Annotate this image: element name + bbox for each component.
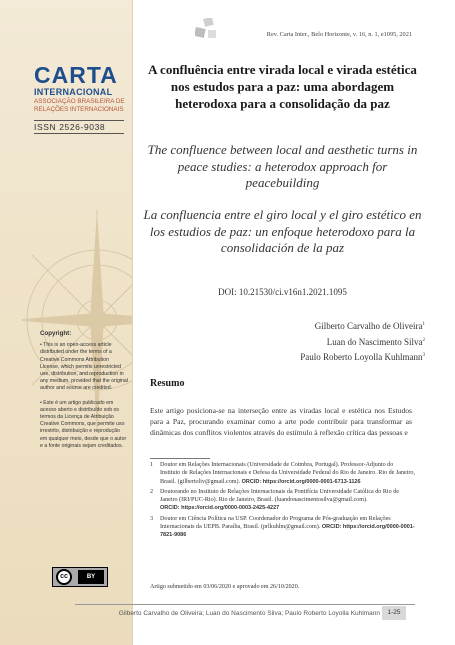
footnote-text: Doutorando no Instituto de Relações Internacionais da Pontifícia Universidade Católica do Rio de Janeiro (IRI/PUC-Rio). Rio de Janeiro, Brasil. (luandonascimentosilva@gmail.com).	[160, 488, 399, 504]
sidebar-panel	[0, 0, 133, 645]
cc-icon: cc	[56, 569, 72, 585]
copyright-title: Copyright:	[40, 330, 72, 337]
journal-logo-association: ASSOCIAÇÃO BRASILEIRA DE RELAÇÕES INTERNACIONAIS	[34, 98, 125, 113]
title-english: The confluence between local and aesthetic turns in peace studies: a heterodox approach for peacebuilding	[147, 142, 418, 190]
abstract-text: Este artigo posiciona-se na interseção entre as viradas local e estética nos Estudos para a Paz, procurando examinar como a arte pode contribuir para transformar as dinâmicas dos conflitos violentos através do estímulo à reflexão crítica das pessoas e	[150, 406, 412, 437]
author-line	[140, 318, 425, 334]
footnote-item	[150, 461, 415, 486]
journal-logo-subtitle: INTERNACIONAL	[34, 87, 113, 97]
title-spanish: La confluencia entre el giro local y el giro estético en los estudios de paz: un enfoque heterodoxo para la consolidación de la paz	[143, 207, 422, 255]
author-footnote-marker: 3	[422, 353, 425, 358]
abstract-heading: Resumo	[150, 378, 185, 389]
author-name: Gilberto Carvalho de Oliveira	[314, 321, 423, 331]
author-footnote-marker: 2	[422, 337, 425, 343]
footnote-divider	[150, 458, 210, 459]
author-list	[140, 318, 425, 365]
footnote-number: 3	[150, 515, 154, 522]
author-name: Luan do Nascimento Silva	[326, 336, 423, 347]
decorative-squares-icon	[195, 18, 219, 40]
page-number: 1-25	[382, 606, 406, 620]
author-name: Paulo Roberto Loyolla Kuhlmann	[300, 352, 423, 362]
copyright-english: • This is an open-access article distributed under the terms of a Creative Commons Attribution License, which permits unrestricted use, distribution, and reproduction in any medium, provided that the original author and source are credited.	[40, 342, 128, 392]
cc-by-label: BY	[78, 570, 104, 584]
author-line	[140, 334, 425, 350]
journal-reference: Rev. Carta Inter., Belo Horizonte, v. 16, n. 1, e1095, 2021	[266, 31, 412, 38]
footnote-number: 2	[150, 488, 154, 495]
footer-divider	[75, 604, 415, 605]
orcid-link[interactable]: ORCID: https://orcid.org/0000-0001-6713-1126	[241, 478, 361, 485]
footnote-number: 1	[150, 462, 154, 468]
issn-label: ISSN 2526-9038	[34, 120, 124, 134]
author-line	[140, 349, 425, 365]
copyright-block	[40, 330, 128, 457]
footnotes	[150, 461, 415, 542]
submission-dates: Artigo submetido em 03/06/2020 e aprovado em 26/10/2020.	[150, 584, 300, 590]
orcid-link[interactable]: ORCID: https://orcid.org/0000-0001-7821-9086	[160, 524, 415, 539]
doi-link[interactable]: DOI: 10.21530/ci.v16n1.2021.1095	[218, 287, 347, 297]
creative-commons-badge[interactable]	[52, 567, 108, 587]
footnote-item	[150, 515, 415, 540]
footer-authors: Gilberto Carvalho de Oliveira; Luan do Nascimento Silva; Paulo Roberto Loyolla Kuhlmann	[118, 610, 380, 617]
title-portuguese: A confluência entre virada local e virada estética nos estudos para a paz: uma abordagem heterodoxa para a consolidação da paz	[148, 62, 417, 111]
copyright-portuguese: • Este é um artigo publicado em acesso aberto e distribuído sob os termos da Licença de Atribuição Creative Commons, que permite uso irrestrito, distribuição e reprodução em qualquer meio, desde que o autor e a fonte originais sejam creditados.	[40, 399, 127, 449]
orcid-link[interactable]: ORCID: https://orcid.org/0000-0003-2425-4227	[160, 505, 280, 512]
author-footnote-marker: 1	[422, 322, 425, 327]
footnote-item	[150, 488, 415, 513]
footnote-text: Doutor em Relações Internacionais (Universidade de Coimbra, Portugal). Professor-Adjunto do Instituto de Relações Internacionais e Defesa da Universidade Federal do Rio de Janeiro. Rio de Janeiro, Brasil. (gilbertoliv@gmail.com).	[160, 462, 416, 485]
footnote-text: Doutor em Ciência Política na USP. Coordenador do Programa de Pós-graduação em Relações Internacionais da UEPB. Paraíba, Brasil. (prlkuhlm@gmail.com).	[160, 515, 391, 531]
journal-logo-title: CARTA	[34, 62, 118, 88]
